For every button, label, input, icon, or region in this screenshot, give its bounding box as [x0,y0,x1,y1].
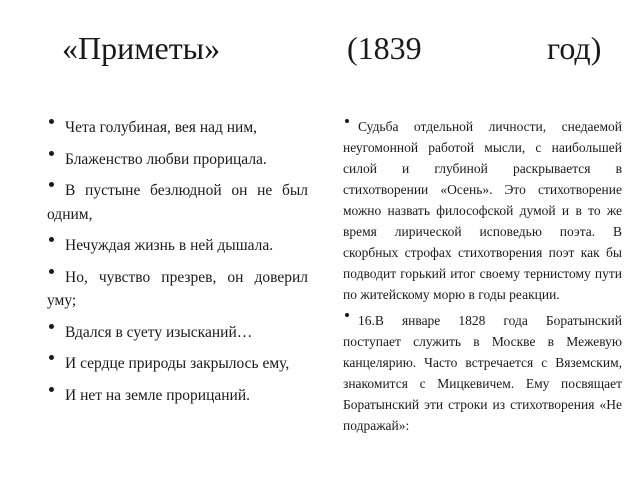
bullet-icon [47,391,65,400]
commentary-paragraph: 16.В январе 1828 года Боратынский поступает служить в Москве в Межевую канцелярию. Часто встречается с Вяземским, знакомится с Мицкевичем. Ему посвящает Боратынский эти строки из стихотворения «Не подражай»: [343,313,622,433]
poem-column [47,116,308,415]
commentary-paragraph: Судьба отдельной личности, снедаемой неугомонной работой мысли, с наибольшей силой и глубиной раскрывается в стихотворении «Осень». Это стихотворение можно назвать философской думой и в то же время лирической исповедью поэта. В скорбных строфах стихотворения поэт как бы подводит горький итог своему тернистому пути по житейскому морю в годы реакции. [343,119,622,302]
poem-line: Блаженство любви прорицала. [47,148,308,172]
title-poem-name: «Приметы» [62,30,221,66]
bullet-icon [343,122,358,131]
poem-line: Вдался в суету изысканий… [47,321,308,345]
bullet-icon [47,123,65,132]
poem-line: И сердце природы закрылось ему, [47,352,308,376]
poem-line: Чета голубиная, вея над ним, [47,116,308,140]
bullet-icon [47,328,65,337]
poem-line: Нечуждая жизнь в ней дышала. [47,234,308,258]
title-year-suffix: год) [547,30,602,66]
bullet-icon [47,155,65,164]
poem-line: Но, чувство презрев, он доверил уму; [47,268,308,309]
bullet-icon [47,241,65,250]
title-year: (1839 [347,30,422,66]
commentary-column [343,116,622,441]
bullet-icon [47,186,65,195]
poem-line: В пустыне безлюдной он не был одним, [47,182,308,223]
bullet-icon [47,359,65,368]
slide-title [62,28,602,68]
bullet-icon [343,316,358,325]
bullet-icon [47,273,65,282]
poem-line: И нет на земле прорицаний. [47,384,308,408]
